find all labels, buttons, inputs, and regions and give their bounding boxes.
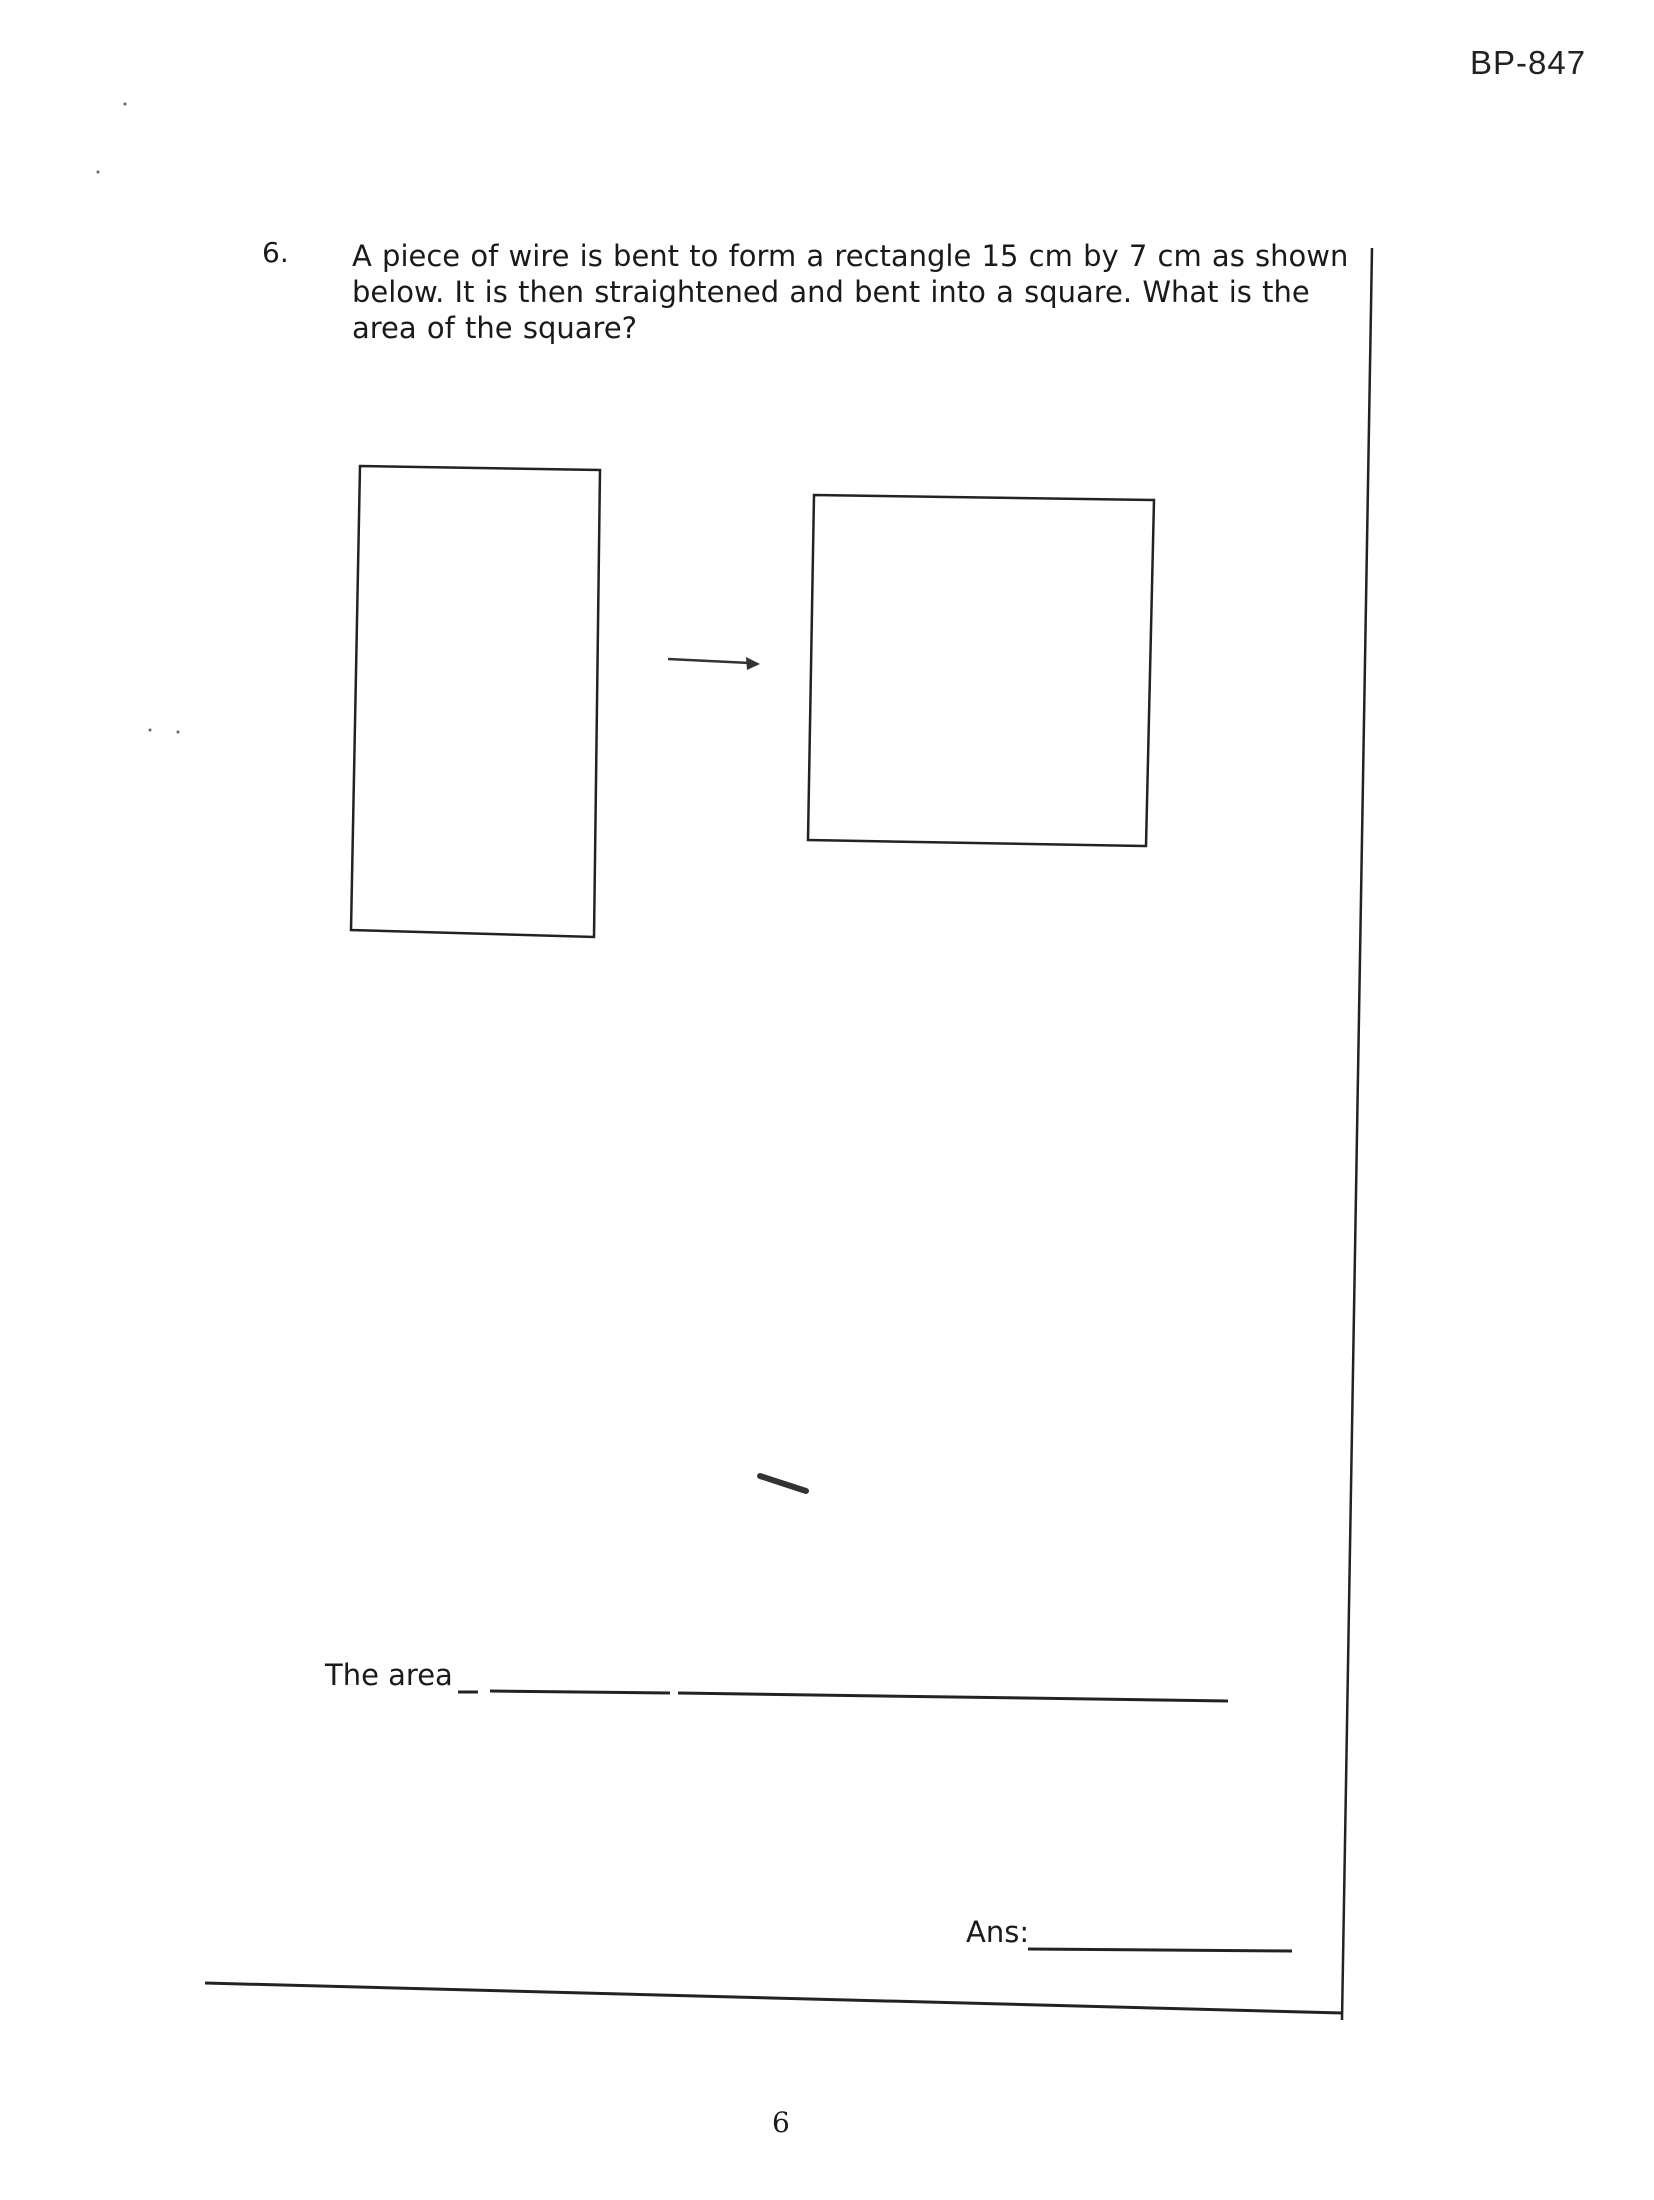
question-text: A piece of wire is bent to form a rectangle 15 cm by 7 cm as shown below. It is then straightened and bent into a square. What is the area of the square? [352,239,1349,345]
page-number: 6 [772,2106,790,2139]
area-answer-line [490,1691,670,1693]
area-answer-line-long [678,1693,1228,1701]
question-box-bottom-border [205,1983,1342,2013]
question-number: 6. [262,236,289,269]
area-working-label: The area [325,1658,453,1692]
rectangle-diagram [351,466,600,937]
square-diagram [808,495,1154,846]
question-box-right-border [1342,248,1372,2020]
paper-code: BP-847 [1470,44,1587,81]
stray-pencil-mark [760,1476,806,1491]
ans-line [1028,1949,1292,1951]
answer-label: Ans: [966,1915,1030,1949]
transform-arrow [668,657,760,670]
